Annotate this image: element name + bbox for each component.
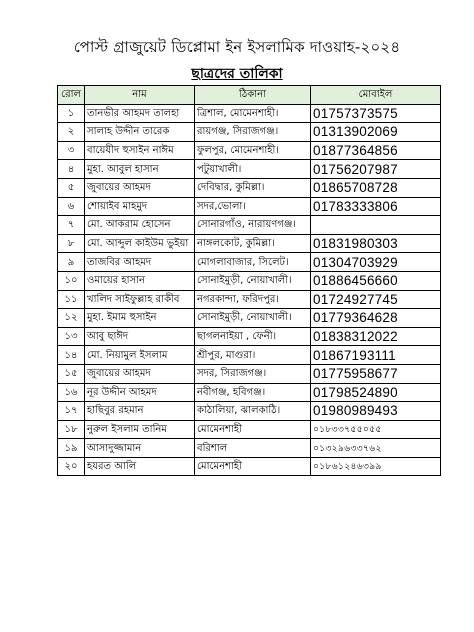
cell-name: হযরত আলি — [85, 457, 195, 476]
table-row — [58, 197, 441, 216]
table-row — [58, 383, 441, 402]
table-row — [58, 160, 441, 179]
table-row — [58, 104, 441, 123]
cell-roll: ৬ — [58, 197, 85, 216]
cell-address: সদর,ভোলা। — [195, 197, 311, 216]
cell-name: মো. নিয়ামুল ইসলাম — [85, 346, 195, 365]
cell-address: রায়গঞ্জ, সিরাজগঞ্জ। — [195, 123, 311, 142]
table-row — [58, 216, 441, 235]
cell-name: খালিদ সাইফুল্লাহ রাকীব — [85, 290, 195, 309]
cell-roll: ১১ — [58, 290, 85, 309]
table-row — [58, 364, 441, 383]
table-row — [58, 141, 441, 160]
table-row — [58, 178, 441, 197]
cell-roll: ৫ — [58, 178, 85, 197]
cell-mobile: 01886456660 — [311, 271, 441, 290]
cell-address: সদর, সিরাজগঞ্জ। — [195, 364, 311, 383]
cell-mobile — [311, 216, 441, 235]
cell-address: বরিশাল — [195, 439, 311, 458]
cell-roll: ৪ — [58, 160, 85, 179]
cell-mobile: 01831980303 — [311, 234, 441, 253]
table-row — [58, 253, 441, 272]
cell-mobile: ০১৩২৯৬৩৩৭৬২ — [311, 439, 441, 458]
cell-roll: ৩ — [58, 141, 85, 160]
cell-name: শোয়াইব মাহমুদ — [85, 197, 195, 216]
cell-roll: ৭ — [58, 216, 85, 235]
cell-mobile: 01304703929 — [311, 253, 441, 272]
cell-address: মোমেনশাহী — [195, 457, 311, 476]
cell-roll: ২০ — [58, 457, 85, 476]
table-row — [58, 234, 441, 253]
table-row — [58, 290, 441, 309]
table-row — [58, 457, 441, 476]
cell-name: বায়েযীদ হুসাইন নাঈম — [85, 141, 195, 160]
table-row — [58, 327, 441, 346]
cell-mobile: 01865708728 — [311, 178, 441, 197]
cell-roll: ১৫ — [58, 364, 85, 383]
cell-roll: ৯ — [58, 253, 85, 272]
table-row — [58, 402, 441, 421]
table-row — [58, 271, 441, 290]
cell-address: কাঠালিয়া, ঝালকাঠি। — [195, 402, 311, 421]
cell-mobile: 01756207987 — [311, 160, 441, 179]
cell-mobile: 01779364628 — [311, 309, 441, 328]
table-row — [58, 123, 441, 142]
header-roll: রোল — [58, 86, 85, 105]
cell-name: সালাহ উদ্দীন তারেক — [85, 123, 195, 142]
cell-address: সোনাইমুড়ী, নোয়াখালী। — [195, 271, 311, 290]
cell-roll: ১৮ — [58, 420, 85, 439]
cell-name: ওমায়ের হাসান — [85, 271, 195, 290]
cell-name: তানভীর আহমদ তালহা — [85, 104, 195, 123]
cell-name: জুবায়ের আহমদ — [85, 178, 195, 197]
cell-name: তাজবির আহমদ — [85, 253, 195, 272]
cell-mobile: 01724927745 — [311, 290, 441, 309]
student-list-table — [57, 85, 441, 476]
page-title: পোস্ট গ্রাজুয়েট ডিপ্লোমা ইন ইসলামিক দাওয়াহ-২০২৪ — [73, 38, 401, 56]
cell-mobile: ০১৮৬১২৪৬৩৯৯ — [311, 457, 441, 476]
header-name: নাম — [85, 86, 195, 105]
cell-address: ত্রিশাল, মোমেনশাহী। — [195, 104, 311, 123]
cell-address: ফুলপুর, মোমেনশাহী। — [195, 141, 311, 160]
table-header-row — [58, 86, 441, 105]
cell-roll: ১৭ — [58, 402, 85, 421]
cell-mobile: ০১৮৩৩৭৫৫০৫৫ — [311, 420, 441, 439]
cell-name: নূর উদ্দীন আহমদ — [85, 383, 195, 402]
cell-roll: ৮ — [58, 234, 85, 253]
cell-roll: ২ — [58, 123, 85, 142]
table-row — [58, 420, 441, 439]
cell-mobile: 01838312022 — [311, 327, 441, 346]
cell-name: আসাদুজ্জামান — [85, 439, 195, 458]
table-header — [58, 86, 441, 105]
cell-name: নুরুল ইসলাম তানিম — [85, 420, 195, 439]
cell-address: শ্রীপুর, মাগুরা। — [195, 346, 311, 365]
list-title: ছাত্রদের তালিকা — [191, 66, 283, 82]
cell-mobile: 01798524890 — [311, 383, 441, 402]
cell-roll: ১৩ — [58, 327, 85, 346]
cell-address: দেবিদ্বার, কুমিল্লা। — [195, 178, 311, 197]
cell-mobile: 01867193111 — [311, 346, 441, 365]
cell-address: মোগলাবাজার, সিলেট। — [195, 253, 311, 272]
cell-mobile: 01980989493 — [311, 402, 441, 421]
cell-address: সোনাইমুড়ী, নোয়াখালী। — [195, 309, 311, 328]
cell-name: মুহা. আবুল হাসান — [85, 160, 195, 179]
cell-address: পটুয়াখালী। — [195, 160, 311, 179]
cell-mobile: 01783333806 — [311, 197, 441, 216]
table-row — [58, 309, 441, 328]
header-mobile: মোবাইল — [311, 86, 441, 105]
cell-name: হাছিবুর রহমান — [85, 402, 195, 421]
cell-mobile: 01757373575 — [311, 104, 441, 123]
cell-name: মুহা. ইমাম হুসাইন — [85, 309, 195, 328]
cell-roll: ১২ — [58, 309, 85, 328]
cell-address: মোমেনশাহী — [195, 420, 311, 439]
cell-roll: ১ — [58, 104, 85, 123]
cell-address: নবীগঞ্জ, হবিগঞ্জ। — [195, 383, 311, 402]
cell-roll: ১৯ — [58, 439, 85, 458]
table-row — [58, 346, 441, 365]
table-body — [58, 104, 441, 476]
cell-address: সোনারগাঁও, নারায়ণগঞ্জ। — [195, 216, 311, 235]
cell-name: মো. আকরাম হোসেন — [85, 216, 195, 235]
cell-mobile: 01877364856 — [311, 141, 441, 160]
cell-roll: ১৪ — [58, 346, 85, 365]
cell-name: জুবায়ের আহমদ — [85, 364, 195, 383]
cell-address: ছাগলনাইয়া , ফেনী। — [195, 327, 311, 346]
cell-address: নাঙ্গলকোট, কুমিল্লা। — [195, 234, 311, 253]
header-address: ঠিকানা — [195, 86, 311, 105]
cell-address: নগরকান্দা, ফরিদপুর। — [195, 290, 311, 309]
cell-mobile: 01775958677 — [311, 364, 441, 383]
table-row — [58, 439, 441, 458]
cell-roll: ১০ — [58, 271, 85, 290]
cell-name: আবু ছাঈদ — [85, 327, 195, 346]
cell-roll: ১৬ — [58, 383, 85, 402]
cell-name: মো. আব্দুল কাইউম ভুইয়া — [85, 234, 195, 253]
cell-mobile: 01313902069 — [311, 123, 441, 142]
